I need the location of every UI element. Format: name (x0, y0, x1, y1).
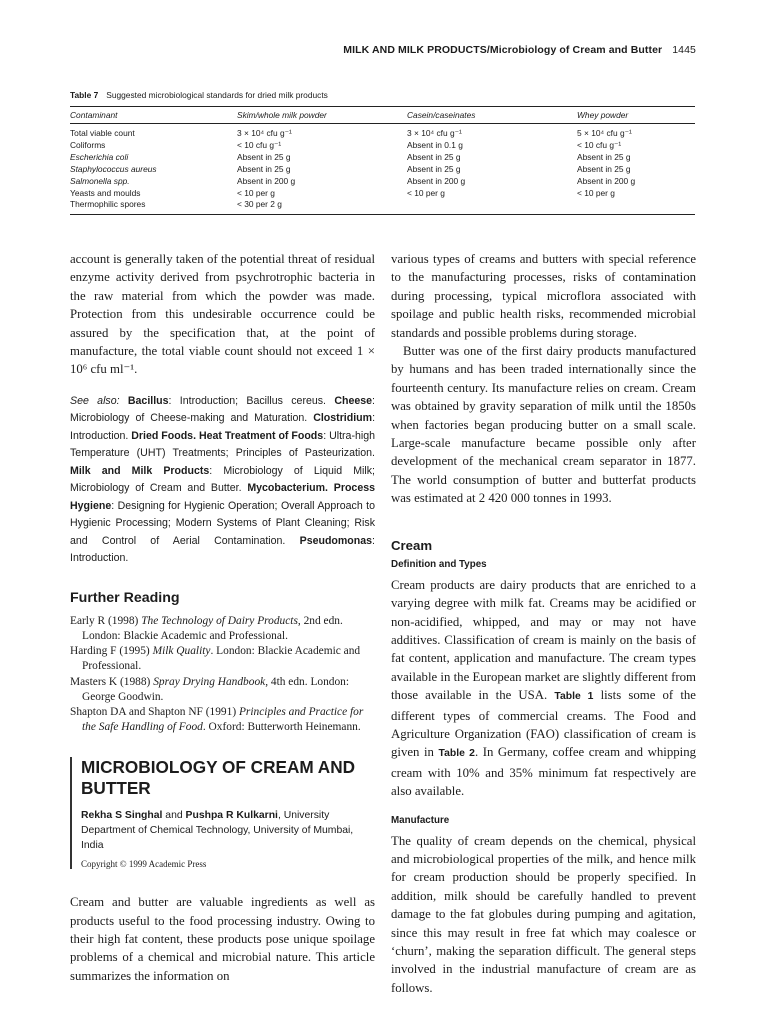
author-name: Rekha S Singhal (81, 810, 163, 822)
see-also-link[interactable]: Heat Treatment of Foods (198, 429, 324, 442)
cream-heading: Cream (391, 537, 433, 553)
table-cell: Escherichia coli (70, 151, 129, 162)
see-also-text: : Introduction. (70, 534, 375, 565)
table-cell: 3 × 10⁴ cfu g⁻¹ (407, 128, 462, 138)
see-also-link[interactable]: Clostridium (313, 412, 373, 425)
left-paragraph-2: Cream and butter are valuable ingredients as well as products useful to the food processing industry. Owing to their high fat content, these products pose unique spoilage problems of a chemical and microbial nature. This article summarizes the information on (70, 895, 375, 983)
author-name: Pushpa R Kulkarni (185, 810, 278, 822)
table-7 (70, 90, 695, 215)
page-number: 1445 (672, 44, 696, 56)
reference-item (70, 705, 375, 735)
see-also-text: : Designing for Hygienic Operation; Overall Approach to Hygienic Processing; Modern Systems of Plant Cleaning; Risk and Control of Aerial Contamination. (70, 499, 375, 547)
table-header-row (70, 107, 695, 124)
see-also-link[interactable]: Dried Foods. (131, 429, 197, 442)
table-cell: Coliforms (70, 139, 106, 150)
see-also-link[interactable]: Process Hygiene (70, 482, 375, 512)
running-head (343, 44, 696, 56)
author-affiliation: , University Department of Chemical Technology, University of Mumbai, India (81, 810, 354, 851)
ref-title: The Technology of Dairy Products (141, 614, 298, 627)
left-column (70, 250, 375, 985)
see-also-text: : Introduction; Bacillus cereus. (168, 394, 326, 407)
see-also-text: : Introduction. (70, 412, 376, 442)
table-cell: Absent in 0.1 g (407, 139, 463, 150)
table-cell: < 30 per 2 g (237, 199, 282, 210)
table-2-reference[interactable]: Table 2 (438, 748, 475, 760)
right-paragraph-2: Butter was one of the first dairy products manufactured by humans and has been traded internationally since the fourteenth century. Its manufacture relies on cream. Cream was obtained by gravity separation of milk until the 1850s when factories began producing butter on a small scale. Large-scale manufacture became possible only after development of the mechanical cream separator in 1877. The world consumption of butter and butterfat products was estimated at 2 420 000 tonnes in 1993. (391, 344, 696, 506)
table-cell: Absent in 25 g (237, 163, 291, 174)
manufacture-heading: Manufacture (391, 814, 450, 826)
standards-table (70, 106, 695, 215)
table-cell: 3 × 10⁴ cfu g⁻¹ (237, 128, 292, 138)
table-1-reference[interactable]: Table 1 (554, 691, 594, 703)
table-cell: Absent in 25 g (577, 151, 631, 162)
ref-rest: . Oxford: Butterworth Heinemann. (202, 721, 361, 734)
ref-author: Early R (1998) (70, 614, 142, 627)
ref-author: Harding F (1995) (70, 645, 153, 658)
table-row (70, 152, 695, 164)
header-whey: Whey powder (577, 107, 695, 124)
manufacture-paragraph: The quality of cream depends on the chemical, physical and microbiological properties of the milk, and hence milk for cream production should be properly specified. In addition, milk should be carefully handled to prevent damage to the fat globules during pumping and agitation, since this may result in free fat which may coalesce or ‘churn’, making the separation difficult. The general steps involved in the industrial manufacture of cream are as follows. (391, 833, 696, 995)
copyright-line: Copyright © 1999 Academic Press (81, 859, 207, 870)
article-title: MICROBIOLOGY OF CREAM AND BUTTER (81, 757, 356, 799)
author-join: and (162, 810, 186, 822)
ref-rest: . London: Blackie Academic and Professional. (82, 645, 361, 673)
see-also-link[interactable]: Cheese (334, 394, 373, 407)
see-also (70, 393, 375, 568)
see-also-link[interactable]: Mycobacterium. (247, 482, 328, 495)
ref-author: Masters K (1988) (70, 675, 154, 688)
ref-title: Spray Drying Handbook (153, 675, 266, 688)
table-cell: Absent in 25 g (407, 151, 461, 162)
table-row (70, 199, 695, 214)
left-paragraph-1: account is generally taken of the potential threat of residual enzyme activity derived from psychrotrophic bacteria in the raw material from which the powder was made. Protection from this undesirable occurrence could be assured by the specification that, at the point of manufacture, the total viable count should not exceed 1 × 10⁶ cfu ml⁻¹. (70, 252, 375, 377)
table-row (70, 176, 695, 188)
table-cell: Thermophilic spores (70, 199, 146, 210)
table-cell: Total viable count (70, 128, 135, 138)
table-cell: Absent in 25 g (237, 151, 291, 162)
see-also-link[interactable]: Milk and Milk Products (70, 464, 210, 477)
ref-author: Shapton DA and Shapton NF (1991) (70, 706, 239, 719)
reference-item (70, 614, 375, 644)
definition-paragraph (391, 576, 696, 801)
further-reading-heading: Further Reading (70, 589, 180, 606)
table-caption-text: Suggested microbiological standards for dried milk products (106, 90, 328, 100)
table-row (70, 124, 695, 140)
see-also-link[interactable]: Pseudomonas (299, 534, 373, 547)
definition-text: lists some of the different types of commercial creams. The Food and Agriculture Organization (FAO) classification of cream is given in (391, 688, 696, 760)
table-caption (70, 90, 695, 100)
table-cell (577, 199, 695, 214)
header-contaminant: Contaminant (70, 107, 237, 124)
table-row (70, 188, 695, 200)
right-paragraph-1: various types of creams and butters with special reference to the manufacturing processes, risks of contamination during processing, typical microflora associated with spoilage and public health risks, recommended microbial standards and possible problems during storage. (391, 252, 696, 340)
see-also-text: : Ultra-high Temperature (UHT) Treatments; Principles of Pasteurization. (70, 429, 375, 460)
table-cell: Absent in 200 g (237, 175, 296, 186)
header-milk-powder: Skim/whole milk powder (237, 107, 407, 124)
table-cell: Absent in 200 g (577, 175, 636, 186)
table-cell: Staphylococcus aureus (70, 163, 157, 174)
definition-text: . In Germany, coffee cream and whipping cream with 10% and 35% minimum fat respectively are also available. (391, 745, 696, 799)
ref-title: Principles and Practice for the Safe Handling of Food (82, 706, 364, 734)
table-cell: < 10 cfu g⁻¹ (237, 139, 282, 150)
table-row (70, 140, 695, 152)
definition-types-heading: Definition and Types (391, 558, 487, 570)
table-cell: < 10 per g (577, 187, 615, 198)
table-cell: Salmonella spp. (70, 175, 130, 186)
article-authors (81, 809, 375, 853)
table-cell: < 10 cfu g⁻¹ (577, 139, 622, 150)
reference-item (70, 675, 375, 705)
ref-title: Milk Quality (152, 645, 211, 658)
see-also-link[interactable]: Bacillus (127, 394, 169, 407)
see-also-text: : Microbiology of Liquid Milk; Microbiology of Cream and Butter. (70, 464, 375, 495)
reference-list (70, 614, 375, 736)
table-cell (407, 199, 577, 214)
running-head-title: MILK AND MILK PRODUCTS/Microbiology of Cream and Butter (343, 44, 663, 56)
table-cell: < 10 per g (237, 187, 275, 198)
see-also-lead: See also: (70, 394, 120, 407)
ref-rest: , 2nd edn. London: Blackie Academic and Professional. (82, 614, 343, 643)
header-casein: Casein/caseinates (407, 107, 577, 124)
right-column (391, 250, 696, 997)
table-cell: Absent in 25 g (577, 163, 631, 174)
table-cell: Yeasts and moulds (70, 187, 141, 198)
reference-item (70, 644, 375, 674)
article-header (70, 757, 375, 869)
ref-rest: , 4th edn. London: George Goodwin. (82, 675, 350, 703)
table-cell: Absent in 200 g (407, 175, 466, 186)
table-row (70, 164, 695, 176)
table-cell: < 10 per g (407, 187, 445, 198)
table-cell: 5 × 10⁴ cfu g⁻¹ (577, 128, 632, 138)
definition-text: Cream products are dairy products that are enriched to a varying degree with milk fat. Creams may be acidified or non-acidified, whipped, and may or may not have additives. Classification of cream is mainly on the basis of fat content, application and manufacture. The cream types available in the European market are slightly different from those available in the USA. (391, 577, 696, 703)
table-cell: Absent in 25 g (407, 163, 461, 174)
table-label: Table 7 (70, 90, 99, 100)
see-also-text: : Microbiology of Cheese-making and Maturation. (70, 394, 375, 425)
